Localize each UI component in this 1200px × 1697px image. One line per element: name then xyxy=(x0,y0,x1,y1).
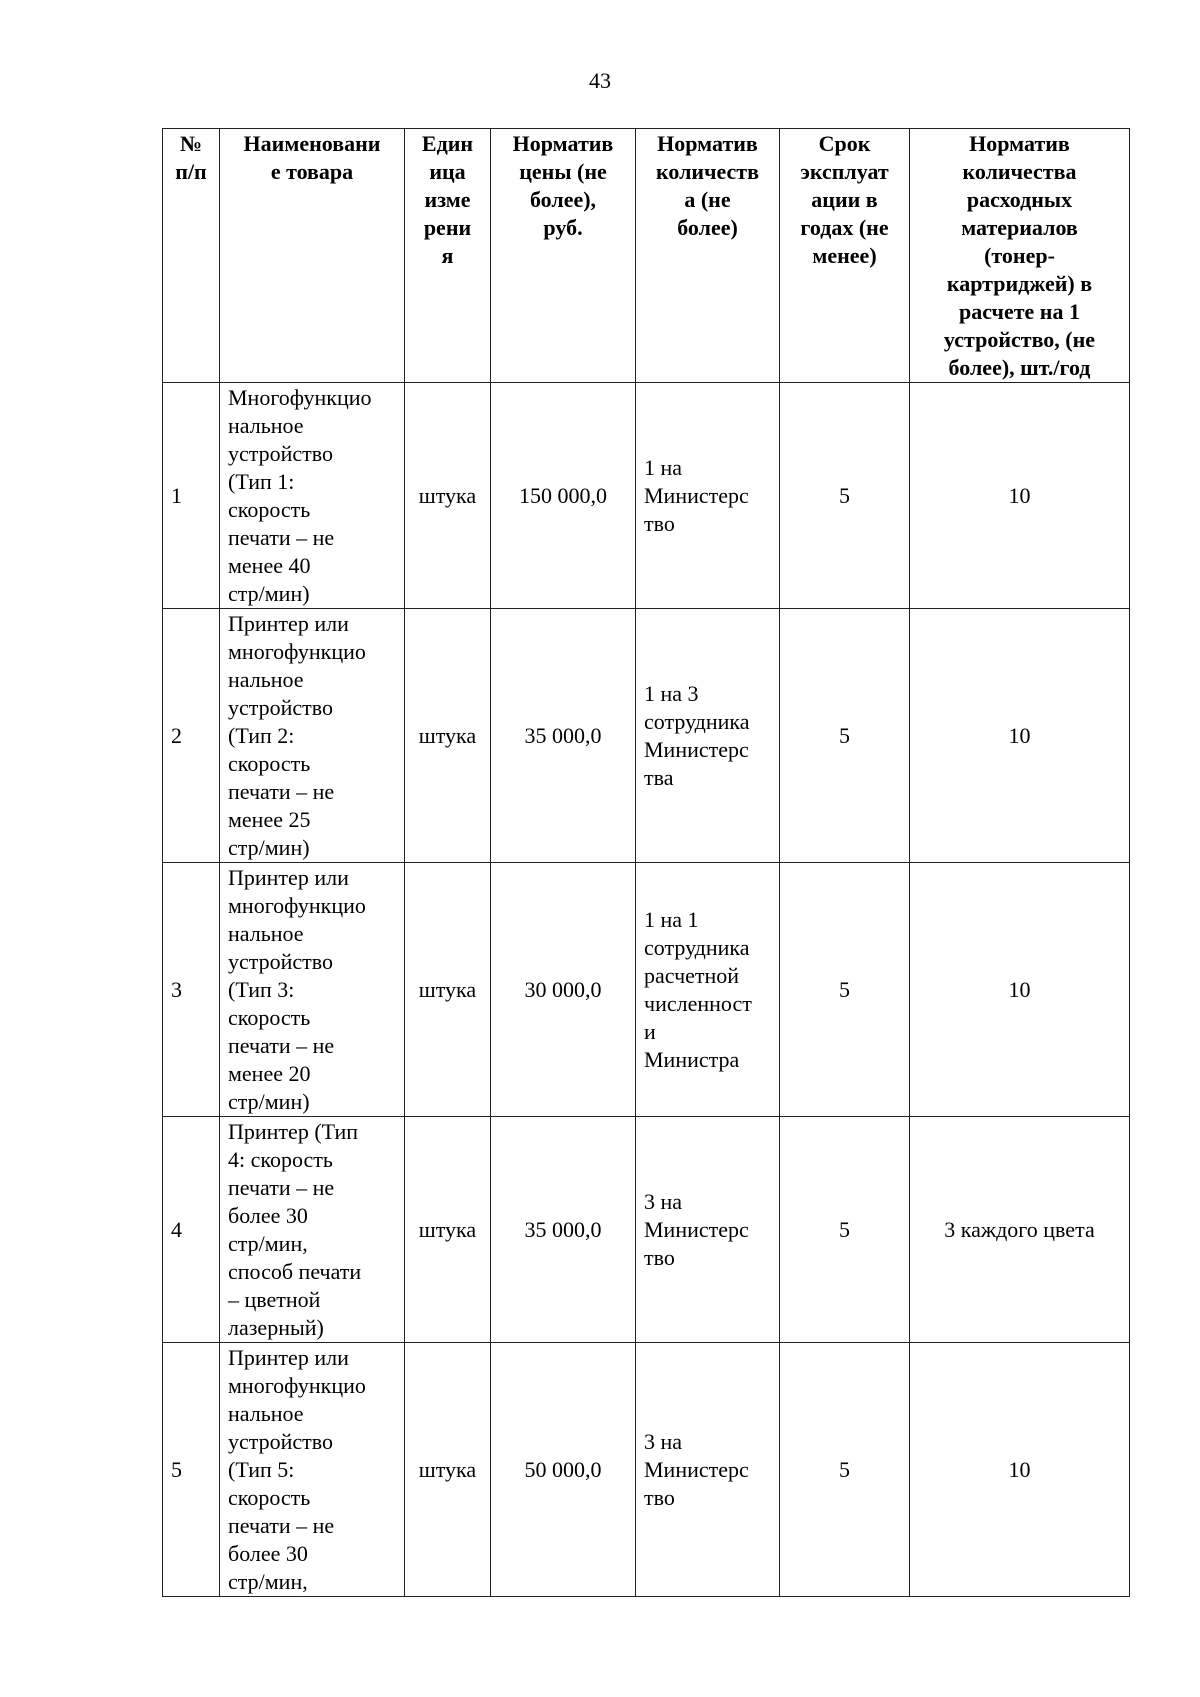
row-number: 3 xyxy=(163,863,220,1117)
header-unit: Един ица изме рени я xyxy=(405,129,491,383)
row-quantity: 3 на Министерс тво xyxy=(636,1117,780,1343)
row-name: Многофункцио нальное устройство (Тип 1: скорость печати – не менее 40 стр/мин) xyxy=(220,383,405,609)
row-term: 5 xyxy=(780,1343,910,1597)
row-number: 2 xyxy=(163,609,220,863)
row-quantity: 3 на Министерс тво xyxy=(636,1343,780,1597)
row-consumables: 10 xyxy=(910,609,1130,863)
row-unit: штука xyxy=(405,609,491,863)
table-row xyxy=(163,383,1130,609)
table-row xyxy=(163,863,1130,1117)
table-header-row xyxy=(163,129,1130,383)
table-row xyxy=(163,609,1130,863)
row-name: Принтер (Тип 4: скорость печати – не более 30 стр/мин, способ печати – цветной лазерный) xyxy=(220,1117,405,1343)
row-consumables: 10 xyxy=(910,383,1130,609)
table-row xyxy=(163,1343,1130,1597)
row-unit: штука xyxy=(405,1343,491,1597)
header-name: Наименовани е товара xyxy=(220,129,405,383)
row-name: Принтер или многофункцио нальное устройство (Тип 3: скорость печати – не менее 20 стр/мин) xyxy=(220,863,405,1117)
row-consumables: 3 каждого цвета xyxy=(910,1117,1130,1343)
header-number: № п/п xyxy=(163,129,220,383)
row-term: 5 xyxy=(780,383,910,609)
norms-table xyxy=(162,128,1130,1597)
header-quantity: Норматив количеств а (не более) xyxy=(636,129,780,383)
row-unit: штука xyxy=(405,1117,491,1343)
header-consumables: Норматив количества расходных материалов (тонер- картриджей) в расчете на 1 устройство, (не более), шт./год xyxy=(910,129,1130,383)
row-quantity: 1 на 3 сотрудника Министерс тва xyxy=(636,609,780,863)
row-name: Принтер или многофункцио нальное устройство (Тип 2: скорость печати – не менее 25 стр/мин) xyxy=(220,609,405,863)
row-term: 5 xyxy=(780,863,910,1117)
row-name: Принтер или многофункцио нальное устройство (Тип 5: скорость печати – не более 30 стр/мин, xyxy=(220,1343,405,1597)
row-consumables: 10 xyxy=(910,863,1130,1117)
row-price: 150 000,0 xyxy=(491,383,636,609)
row-number: 1 xyxy=(163,383,220,609)
page-number: 43 xyxy=(589,68,611,93)
row-term: 5 xyxy=(780,609,910,863)
row-price: 30 000,0 xyxy=(491,863,636,1117)
header-price: Норматив цены (не более), руб. xyxy=(491,129,636,383)
row-quantity: 1 на 1 сотрудника расчетной численност и Министра xyxy=(636,863,780,1117)
row-consumables: 10 xyxy=(910,1343,1130,1597)
row-unit: штука xyxy=(405,863,491,1117)
row-price: 35 000,0 xyxy=(491,1117,636,1343)
row-price: 35 000,0 xyxy=(491,609,636,863)
row-price: 50 000,0 xyxy=(491,1343,636,1597)
row-number: 4 xyxy=(163,1117,220,1343)
header-term: Срок эксплуат ации в годах (не менее) xyxy=(780,129,910,383)
row-number: 5 xyxy=(163,1343,220,1597)
row-unit: штука xyxy=(405,383,491,609)
table-row xyxy=(163,1117,1130,1343)
row-quantity: 1 на Министерс тво xyxy=(636,383,780,609)
row-term: 5 xyxy=(780,1117,910,1343)
